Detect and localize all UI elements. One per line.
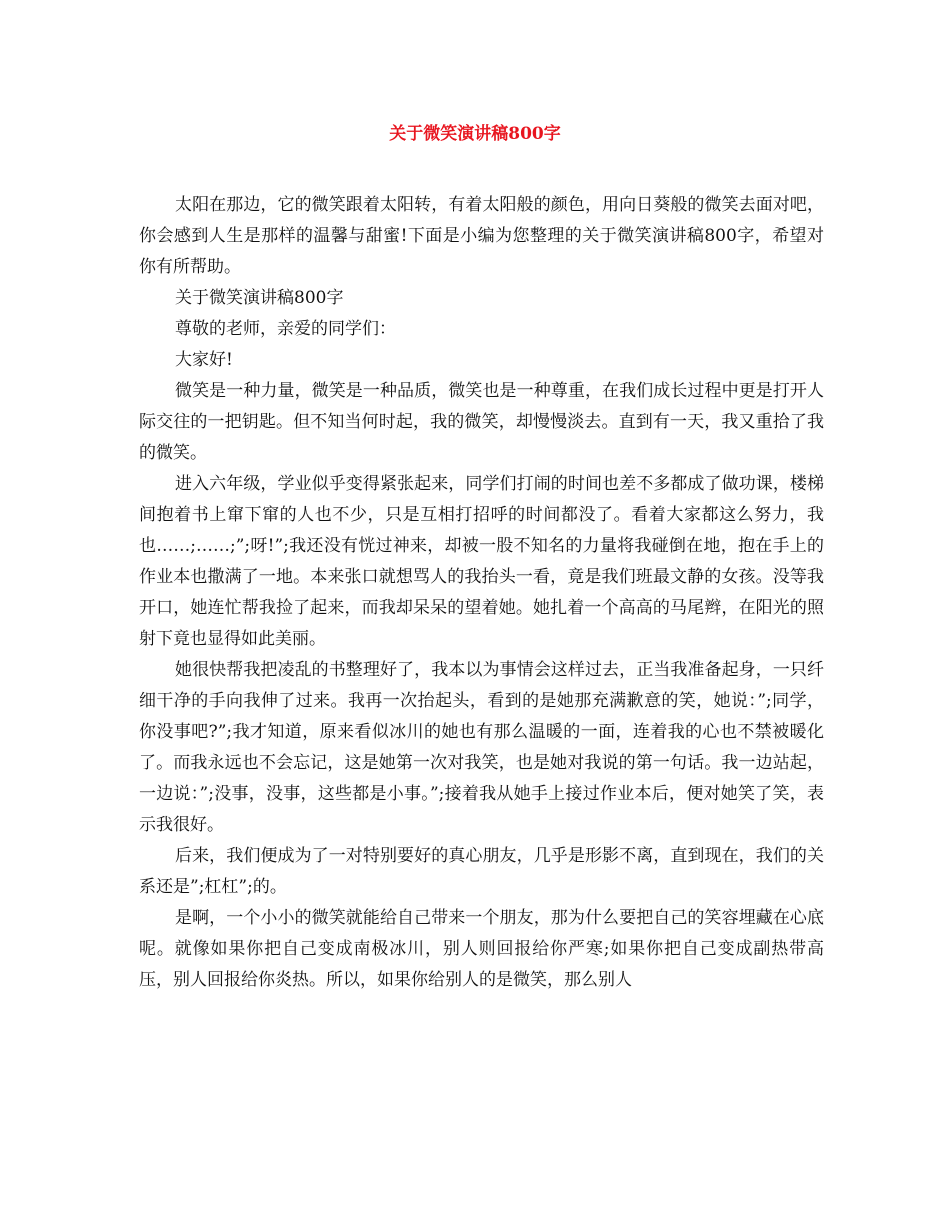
document-body bbox=[139, 190, 824, 996]
paragraph: 是啊，一个小小的微笑就能给自己带来一个朋友，那为什么要把自己的笑容埋藏在心底呢。就像如果你把自己变成南极冰川，别人则回报给你严寒;如果你把自己变成副热带高压，别人回报给你炎热。所以，如果你给别人的是微笑，那么别人 bbox=[139, 908, 824, 990]
paragraph: 大家好! bbox=[175, 350, 233, 370]
paragraph: 关于微笑演讲稿800字 bbox=[175, 288, 344, 308]
paragraph: 太阳在那边，它的微笑跟着太阳转，有着太阳般的颜色，用向日葵般的微笑去面对吧，你会感到人生是那样的温馨与甜蜜!下面是小编为您整理的关于微笑演讲稿800字，希望对你有所帮助。 bbox=[139, 195, 824, 277]
paragraph: 后来，我们便成为了一对特别要好的真心朋友，几乎是形影不离，直到现在，我们的关系还是”;杠杠”;的。 bbox=[139, 846, 824, 897]
paragraph: 她很快帮我把凌乱的书整理好了，我本以为事情会这样过去，正当我准备起身，一只纤细干净的手向我伸了过来。我再一次抬起头，看到的是她那充满歉意的笑，她说：”;同学，你没事吧?”;我才知道，原来看似冰川的她也有那么温暖的一面，连着我的心也不禁被暖化了。而我永远也不会忘记，这是她第一次对我笑，也是她对我说的第一句话。我一边站起，一边说：”;没事，没事，这些都是小事。”;接着我从她手上接过作业本后，便对她笑了笑，表示我很好。 bbox=[139, 660, 824, 835]
paragraph: 微笑是一种力量，微笑是一种品质，微笑也是一种尊重，在我们成长过程中更是打开人际交往的一把钥匙。但不知当何时起，我的微笑，却慢慢淡去。直到有一天，我又重拾了我的微笑。 bbox=[139, 381, 824, 463]
paragraph: 尊敬的老师，亲爱的同学们： bbox=[175, 319, 396, 339]
document-title: 关于微笑演讲稿800字 bbox=[389, 124, 561, 144]
paragraph: 进入六年级，学业似乎变得紧张起来，同学们打闹的时间也差不多都成了做功课，楼梯间抱着书上窜下窜的人也不少，只是互相打招呼的时间都没了。看着大家都这么努力，我也……;……;”;呀!”;我还没有恍过神来，却被一股不知名的力量将我碰倒在地，抱在手上的作业本也撒满了一地。本来张口就想骂人的我抬头一看，竟是我们班最文静的女孩。没等我开口，她连忙帮我捡了起来，而我却呆呆的望着她。她扎着一个高高的马尾辫，在阳光的照射下竟也显得如此美丽。 bbox=[139, 474, 824, 649]
